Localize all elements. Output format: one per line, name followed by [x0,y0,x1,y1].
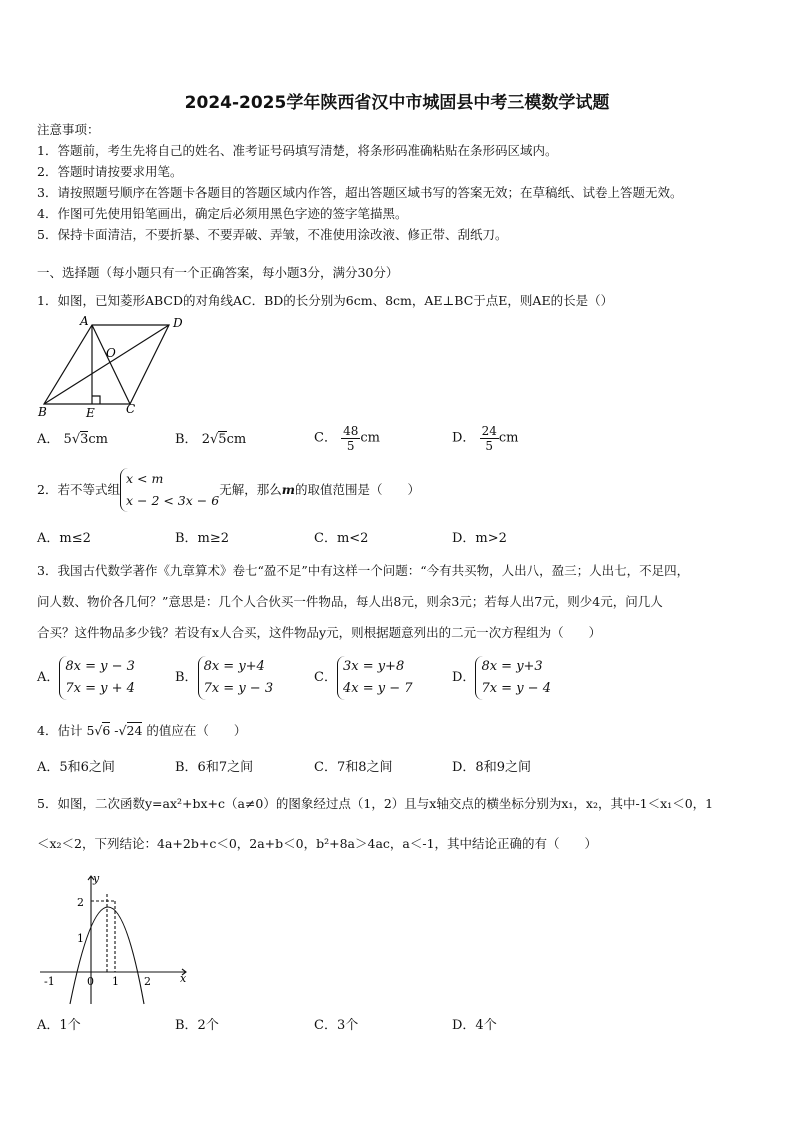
q1-option-d[interactable] [452,424,518,453]
question-2-text: 2．若不等式组x < m x − 2 < 3x − 6无解，那么m的取值范围是（ ） [37,468,420,512]
rhombus-figure [34,312,204,420]
radicand: 3 [80,432,89,447]
question-3-text: 合买？这件物品多少钱？若设有x人合买，这件物品y元，则根据题意列出的二元一次方程组为（ ） [37,625,602,640]
notice-item: 5．保持卡面清洁，不要折暴、不要弄破、弄皱，不准使用涂改液、修正带、刮纸刀。 [37,227,508,242]
tick-0: 0 [87,975,94,988]
tick-x1: 1 [112,975,119,988]
x-label: x [180,972,187,985]
option-label: B． [175,432,198,447]
label-a: A [80,314,89,328]
q4-option-a[interactable]: A．5和6之间 [37,760,115,775]
notice-item: 4．作图可先使用铅笔画出，确定后必须用黑色字迹的签字笔描黑。 [37,206,408,221]
q4-option-b[interactable]: B．6和7之间 [175,760,254,775]
question-5-text: 5．如图，二次函数y=ax²+bx+c（a≠0）的图象经过点（1，2）且与x轴交点的横坐标分别为x₁，x₂，其中-1＜x₁＜0，1 [37,796,714,811]
equation-system: 8x = y+4 7x = y − 3 [198,656,274,700]
label-b: B [38,405,47,419]
tick-x2: 2 [144,975,151,988]
parabola-figure [36,870,192,1010]
right-angle-mark [92,396,100,404]
fraction: $\frac{24}{5}$ [481,424,497,453]
diagonal-bd [44,325,169,404]
equation-system: 8x = y+3 7x = y − 4 [475,656,551,700]
unit: cm [88,432,108,447]
page-title: 2024-2025学年陕西省汉中市城固县中考三模数学试题 [184,93,610,113]
y-label: y [93,872,100,885]
q2-option-d[interactable]: D．m>2 [452,531,507,546]
q5-option-d[interactable]: D．4个 [452,1018,497,1033]
label-c: C [126,402,136,416]
diagonal-ac [92,325,130,404]
tick-1: 1 [77,932,84,945]
label-o: O [106,346,116,360]
q3-option-d[interactable] [452,656,551,700]
q5-option-c[interactable]: C．3个 [314,1018,359,1033]
q4-option-c[interactable]: C．7和8之间 [314,760,393,775]
unit: cm [226,432,247,447]
option-label: D． [452,430,476,446]
question-1-text: 1．如图，已知菱形ABCD的对角线AC．BD的长分别为6cm、8cm，AE⊥BC于点E，则AE的长是（） [37,293,614,308]
q3-option-b[interactable] [175,656,273,700]
question-3-text: 问人数、物价各几何？”意思是：几个人合伙买一件物品，每人出8元，则余3元；若每人出7元，则少4元，问几人 [37,594,663,609]
section-heading: 一、选择题（每小题只有一个正确答案，每小题3分，满分30分） [37,265,399,280]
q2-option-c[interactable]: C．m<2 [314,531,369,546]
unit: cm [498,430,519,446]
notice-heading: 注意事项： [37,122,100,137]
question-3-text: 3．我国古代数学著作《九章算术》卷七“盈不足”中有这样一个问题：“今有共买物，人出八，盈三；人出七，不足四， [37,563,690,578]
question-5-text: ＜x₂＜2，下列结论：4a+2b+c＜0，2a+b＜0，b²+8a＞4ac，a＜-1，其中结论正确的有（ ） [37,836,598,851]
equation-system: 3x = y+8 4x = y − 7 [337,656,413,700]
q5-option-a[interactable]: A．1个 [37,1018,81,1033]
unit: cm [360,430,380,446]
inequality-system: x < m x − 2 < 3x − 6 [120,468,219,512]
q1-option-b[interactable]: B． 2√5cm [175,432,247,447]
option-label: A． [37,432,60,447]
q1-option-c[interactable] [314,424,380,453]
option-label: C． [314,430,337,446]
radicand: 5 [218,432,227,447]
q4-option-d[interactable]: D．8和9之间 [452,760,531,775]
question-4-text: 4．估计 5√6 -√24 的值应在（ ） [37,723,247,738]
q5-option-b[interactable]: B．2个 [175,1018,219,1033]
tick-neg1: -1 [44,975,55,988]
coef: 2 [201,432,210,447]
option-label: B． [175,670,198,685]
option-label: C． [314,670,337,685]
tick-2: 2 [77,896,84,909]
label-e: E [86,406,95,420]
notice-item: 3．请按照题号顺序在答题卡各题目的答题区域内作答，超出答题区域书写的答案无效；在草稿纸、试卷上答题无效。 [37,185,683,200]
equation-system: 8x = y − 3 7x = y + 4 [59,656,135,700]
q2-option-a[interactable]: A．m≤2 [37,531,91,546]
option-label: A． [37,670,60,685]
q1-option-a[interactable]: A． 5√3cm [37,432,108,447]
q2-option-b[interactable]: B．m≥2 [175,531,230,546]
label-d: D [173,316,183,330]
q3-option-c[interactable] [314,656,413,700]
option-label: D． [452,670,476,685]
coef: 5 [63,432,72,447]
notice-item: 2．答题时请按要求用笔。 [37,164,183,179]
q3-option-a[interactable] [37,656,135,700]
notice-item: 1．答题前，考生先将自己的姓名、准考证号码填写清楚，将条形码准确粘贴在条形码区域内。 [37,143,558,158]
fraction: $\frac{48}{5}$ [343,424,359,453]
